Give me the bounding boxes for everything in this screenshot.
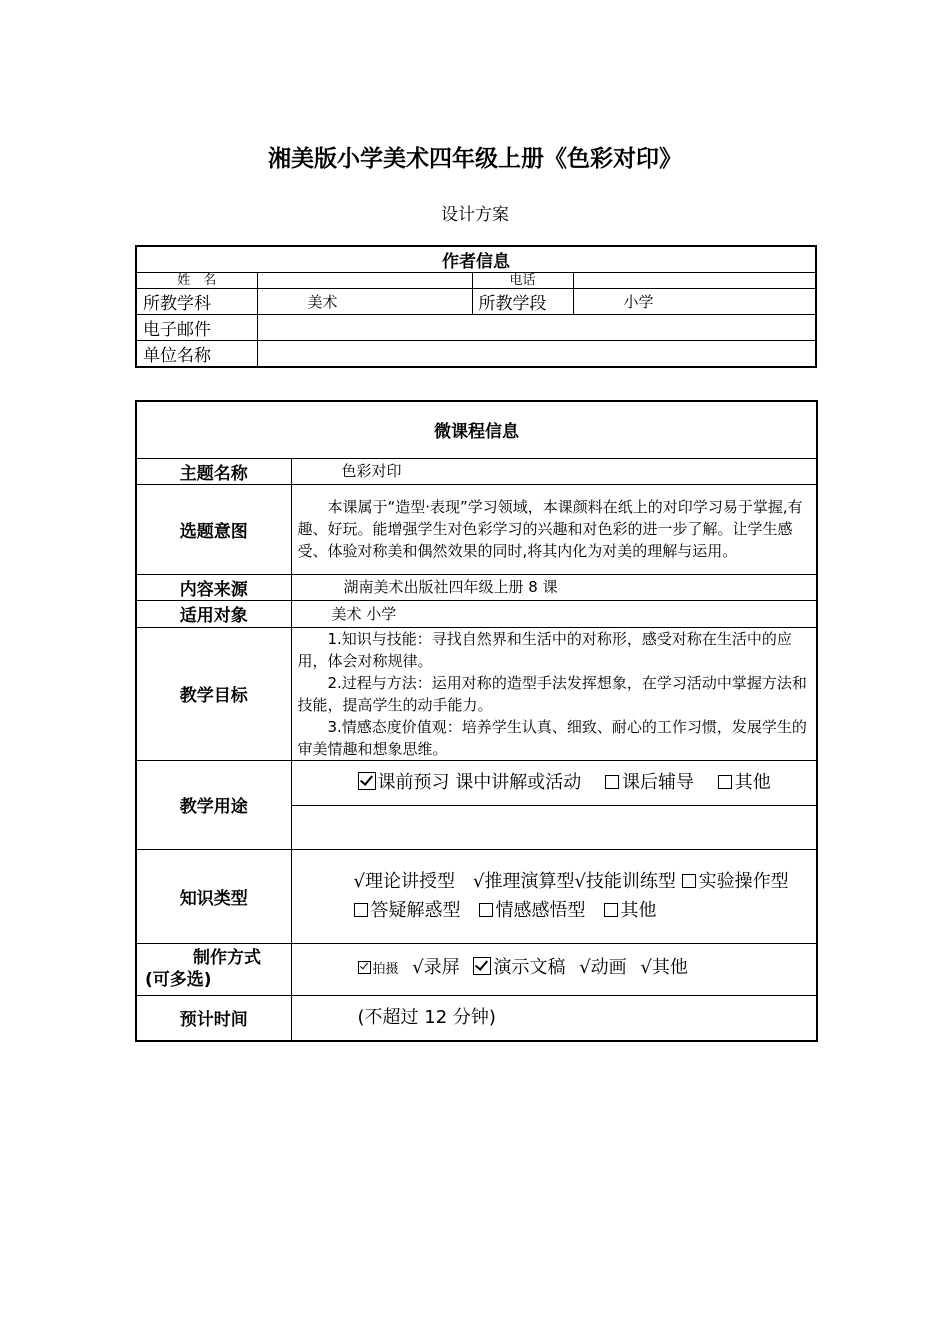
usage-option-other: 其他 <box>734 771 771 793</box>
name-value <box>257 273 472 289</box>
method-option-shoot: 拍摄 <box>372 962 399 977</box>
course-info-header: 微课程信息 <box>136 401 817 458</box>
phone-label: 电话 <box>472 273 573 289</box>
method-label-line-1: 制作方式 <box>193 948 261 968</box>
subject-label: 所教学科 <box>136 289 257 315</box>
checkbox-icon[interactable] <box>605 775 619 789</box>
time-value: (不超过 12 分钟) <box>291 995 817 1041</box>
subject-value: 美术 <box>257 289 472 315</box>
knowledge-option-other: 其他 <box>620 900 657 921</box>
checked-checkbox-icon[interactable] <box>358 772 376 790</box>
unit-label: 单位名称 <box>136 341 257 368</box>
method-option-slides: 演示文稿 <box>493 957 566 978</box>
stage-value: 小学 <box>573 289 816 315</box>
method-option-screen: √录屏 <box>412 957 460 978</box>
name-label: 姓 名 <box>136 273 257 289</box>
knowledge-options <box>291 849 817 943</box>
method-label <box>136 943 291 995</box>
audience-label: 适用对象 <box>136 600 291 627</box>
checkbox-icon[interactable] <box>354 903 368 917</box>
knowledge-option-experiment: 实验操作型 <box>698 871 789 892</box>
knowledge-line-1 <box>298 867 811 896</box>
stage-label: 所教学段 <box>472 289 573 315</box>
checkbox-icon[interactable] <box>682 874 696 888</box>
audience-value: 美术 小学 <box>291 600 817 627</box>
checked-checkbox-icon[interactable] <box>358 961 371 974</box>
source-value: 湖南美术出版社四年级上册 8 课 <box>291 574 817 600</box>
goals-label: 教学目标 <box>136 627 291 760</box>
knowledge-label: 知识类型 <box>136 849 291 943</box>
page-title: 湘美版小学美术四年级上册《色彩对印》 <box>268 146 682 172</box>
source-label: 内容来源 <box>136 574 291 600</box>
checkbox-icon[interactable] <box>479 903 493 917</box>
unit-value <box>257 341 816 368</box>
intent-value: 本课属于“造型·表现”学习领域，本课颜料在纸上的对印学习易于掌握,有趣、好玩。能增强学生对色彩学习的兴趣和对色彩的进一步了解。让学生感受、体验对称美和偶然效果的同时,将其内化为对美的理解与运用。 <box>291 484 817 574</box>
goal-2: 2.过程与方法：运用对称的造型手法发挥想象，在学习活动中掌握方法和技能，提高学生的动手能力。 <box>297 673 807 714</box>
method-options <box>291 943 817 995</box>
usage-empty-row <box>291 805 817 849</box>
topic-value: 色彩对印 <box>291 458 817 484</box>
email-label: 电子邮件 <box>136 315 257 341</box>
goal-1: 1.知识与技能：寻找自然界和生活中的对称形，感受对称在生活中的应用，体会对称规律。 <box>297 629 792 670</box>
knowledge-option-qa: 答疑解惑型 <box>370 900 461 921</box>
knowledge-line-2 <box>298 896 811 925</box>
author-info-header: 作者信息 <box>136 246 816 273</box>
phone-value <box>573 273 816 289</box>
checked-checkbox-icon[interactable] <box>473 957 491 975</box>
method-option-animation: √动画 <box>579 957 627 978</box>
topic-label: 主题名称 <box>136 458 291 484</box>
method-label-line-2: (可多选) <box>145 970 212 990</box>
knowledge-option-emotion: 情感感悟型 <box>495 900 586 921</box>
usage-label: 教学用途 <box>136 760 291 849</box>
usage-option-preview: 课前预习 <box>377 771 450 793</box>
course-info-table <box>135 400 818 1042</box>
goal-3: 3.情感态度价值观：培养学生认真、细致、耐心的工作习惯，发展学生的审美情趣和想象思维。 <box>297 717 807 758</box>
usage-options <box>291 760 817 805</box>
checkbox-icon[interactable] <box>604 903 618 917</box>
intent-label: 选题意图 <box>136 484 291 574</box>
knowledge-checked-options: √理论讲授型 √推理演算型√技能训练型 <box>353 871 676 892</box>
method-option-other: √其他 <box>640 957 688 978</box>
goals-cell <box>291 627 817 760</box>
usage-option-in-class: 课中讲解或活动 <box>455 771 582 793</box>
page-subtitle: 设计方案 <box>441 205 509 225</box>
author-info-table <box>135 245 817 368</box>
time-label: 预计时间 <box>136 995 291 1041</box>
email-value <box>257 315 816 341</box>
checkbox-icon[interactable] <box>718 775 732 789</box>
usage-option-after-class: 课后辅导 <box>621 771 694 793</box>
